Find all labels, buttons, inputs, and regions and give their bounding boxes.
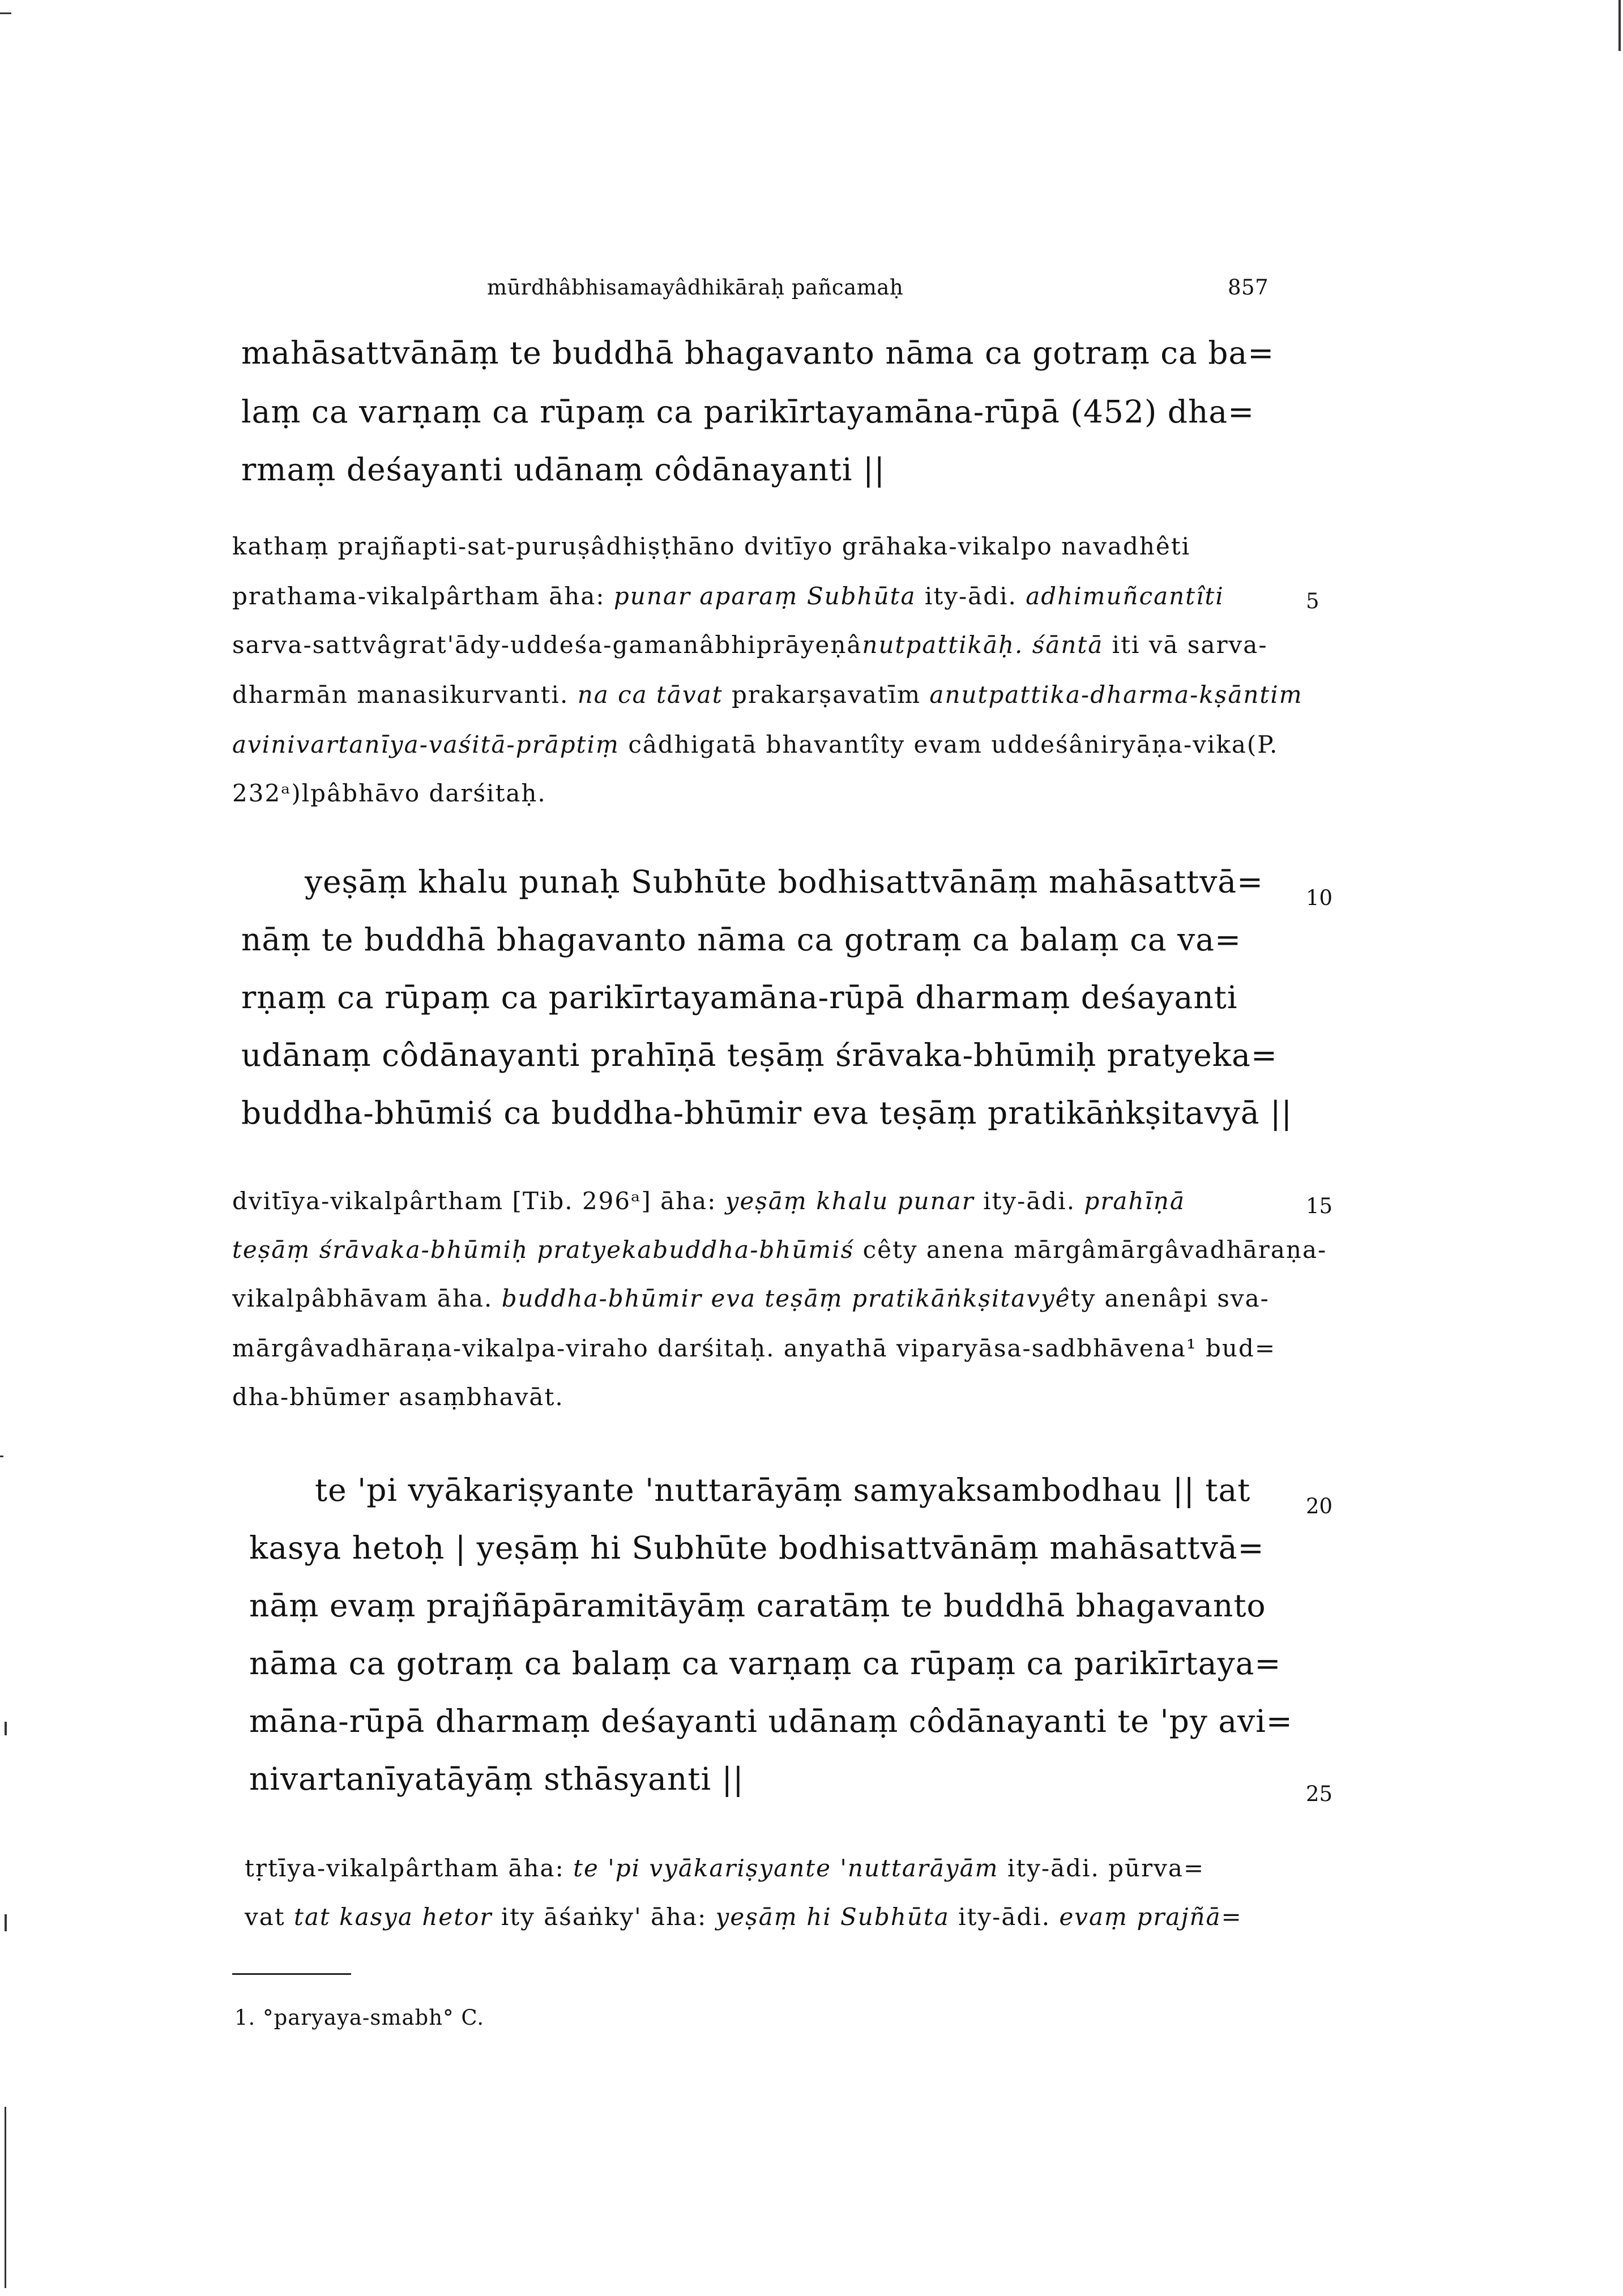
commentary-text: ity āśaṅky' āha:: [501, 1903, 707, 1931]
commentary-text: ity-ādi. pūrva=: [1007, 1854, 1205, 1882]
mula-line: rṇaṃ ca rūpaṃ ca parikīrtayamāna-rūpā dharmaṃ deśayanti: [241, 979, 1238, 1015]
scan-edge-mark-left-3: [5, 1914, 7, 1931]
quoted-lemma: prahīṇā: [1084, 1187, 1186, 1215]
commentary-text: prathama-vikalpârtham āha:: [232, 582, 605, 610]
footnote-separator: [232, 1973, 351, 1975]
commentary-line: [232, 1189, 1185, 1213]
mula-line: nāṃ evaṃ prajñāpāramitāyāṃ caratāṃ te buddhā bhagavanto: [249, 1587, 1266, 1624]
mula-line: rmaṃ deśayanti udānaṃ côdānayanti ||: [241, 451, 886, 488]
quoted-lemma: adhimuñcantîti: [1026, 582, 1224, 610]
mula-line: nāṃ te buddhā bhagavanto nāma ca gotraṃ ca balaṃ ca va=: [241, 921, 1242, 958]
quoted-lemma: yeṣāṃ khalu punar: [725, 1187, 975, 1215]
commentary-text: ity-ādi.: [958, 1903, 1051, 1931]
commentary-text: sarva-sattvâgrat'ādy-uddeśa-gamanâbhiprāyeṇâ: [232, 631, 862, 659]
mula-line: te 'pi vyākariṣyante 'nuttarāyāṃ samyaksambodhau || tat: [315, 1472, 1251, 1508]
scan-edge-mark-left-1: [0, 1456, 3, 1457]
commentary-text: iti vā sarva-: [1112, 631, 1268, 659]
commentary-line: [245, 1854, 1205, 1882]
mula-line: nivartanīyatāyāṃ sthāsyanti ||: [249, 1761, 744, 1797]
scan-edge-mark-top-left: [0, 12, 11, 14]
commentary-text: cêty anena mārgâmārgâvadhāraṇa-: [862, 1236, 1327, 1264]
quoted-lemma: na ca tāvat: [577, 681, 723, 709]
mula-line: buddha-bhūmiś ca buddha-bhūmir eva teṣāṃ pratikāṅkṣitavyā ||: [241, 1095, 1293, 1131]
line-number-5: 5: [1306, 589, 1319, 613]
commentary-text: tṛtīya-vikalpârtham āha:: [245, 1854, 565, 1882]
commentary-text: vikalpâbhāvam āha.: [232, 1284, 493, 1312]
quoted-lemma: avinivartanīya-vaśitā-prāptiṃ: [232, 731, 620, 758]
commentary-text: vat: [245, 1903, 285, 1931]
commentary-line: [232, 1385, 564, 1409]
commentary-text: ty anenâpi sva-: [1070, 1284, 1270, 1312]
quoted-lemma: te 'pi vyākariṣyante 'nuttarāyām: [573, 1854, 999, 1882]
commentary-line: [232, 584, 1224, 608]
scan-edge-mark-left-2: [5, 1722, 7, 1735]
commentary-text: dvitīya-vikalpârtham [Tib. 296ᵃ] āha:: [232, 1187, 717, 1215]
commentary-text: mārgâvadhāraṇa-vikalpa-viraho darśitaḥ. anyathā viparyāsa-sadbhāvena¹ bud=: [232, 1334, 1276, 1362]
commentary-line: [245, 1905, 1242, 1929]
commentary-text: prakarṣavatīm: [731, 681, 921, 709]
commentary-text: câdhigatā bhavantîty evam uddeśâniryāṇa-vika(P.: [628, 731, 1279, 758]
page-number: 857: [1228, 275, 1269, 300]
line-number-25: 25: [1306, 1782, 1333, 1806]
mula-line: māna-rūpā dharmaṃ deśayanti udānaṃ côdānayanti te 'py avi=: [249, 1703, 1293, 1739]
commentary-line: [232, 633, 1268, 657]
commentary-line: [232, 1284, 1270, 1312]
line-number-15: 15: [1306, 1194, 1333, 1218]
commentary-text: ity-ādi.: [924, 582, 1017, 610]
line-number-20: 20: [1306, 1494, 1333, 1518]
quoted-lemma: buddha-bhūmir eva teṣāṃ pratikāṅkṣitavyê: [501, 1284, 1071, 1312]
quoted-lemma: anutpattika-dharma-kṣāntim: [929, 681, 1303, 709]
commentary-line: [232, 1334, 1276, 1362]
quoted-lemma: nutpattikāḥ.: [862, 631, 1024, 659]
mula-line: kasya hetoḥ | yeṣāṃ hi Subhūte bodhisattvānāṃ mahāsattvā=: [249, 1530, 1265, 1566]
mula-line: nāma ca gotraṃ ca balaṃ ca varṇaṃ ca rūpaṃ ca parikīrtaya=: [249, 1645, 1282, 1682]
quoted-lemma: evaṃ prajñā=: [1059, 1903, 1242, 1931]
scan-edge-mark-top-right: [1618, 0, 1621, 51]
commentary-line: [232, 1238, 1327, 1262]
commentary-line: [232, 532, 1191, 560]
commentary-text: kathaṃ prajñapti-sat-puruṣâdhiṣṭhāno dvitīyo grāhaka-vikalpo navadhêti: [232, 532, 1191, 560]
running-header-title: mūrdhâbhisamayâdhikāraḥ pañcamaḥ: [487, 275, 904, 300]
quoted-lemma: teṣāṃ śrāvaka-bhūmiḥ pratyekabuddha-bhūmiś: [232, 1236, 855, 1264]
mula-line: yeṣāṃ khalu punaḥ Subhūte bodhisattvānāṃ mahāsattvā=: [305, 864, 1264, 900]
quoted-lemma: śāntā: [1032, 631, 1104, 659]
quoted-lemma: tat kasya hetor: [294, 1903, 493, 1931]
scan-edge-mark-left-4: [5, 2107, 6, 2288]
commentary-line: [232, 779, 546, 807]
mula-line: mahāsattvānāṃ te buddhā bhagavanto nāma ca gotraṃ ca ba=: [241, 335, 1275, 371]
mula-line: laṃ ca varṇaṃ ca rūpaṃ ca parikīrtayamāna-rūpā (452) dha=: [241, 394, 1255, 430]
commentary-line: [232, 733, 1278, 757]
line-number-10: 10: [1306, 886, 1333, 910]
commentary-line: [232, 683, 1303, 707]
mula-line: udānaṃ côdānayanti prahīṇā teṣāṃ śrāvaka-bhūmiḥ pratyeka=: [241, 1037, 1278, 1073]
commentary-text: ity-ādi.: [983, 1187, 1076, 1215]
footnote: 1. °paryaya-smabh° C.: [234, 2005, 485, 2030]
quoted-lemma: punar aparaṃ Subhūta: [613, 582, 916, 610]
commentary-text: dharmān manasikurvanti.: [232, 681, 569, 709]
commentary-text: 232ᵃ)lpâbhāvo darśitaḥ.: [232, 779, 546, 807]
quoted-lemma: yeṣāṃ hi Subhūta: [715, 1903, 950, 1931]
commentary-text: dha-bhūmer asaṃbhavāt.: [232, 1383, 564, 1411]
